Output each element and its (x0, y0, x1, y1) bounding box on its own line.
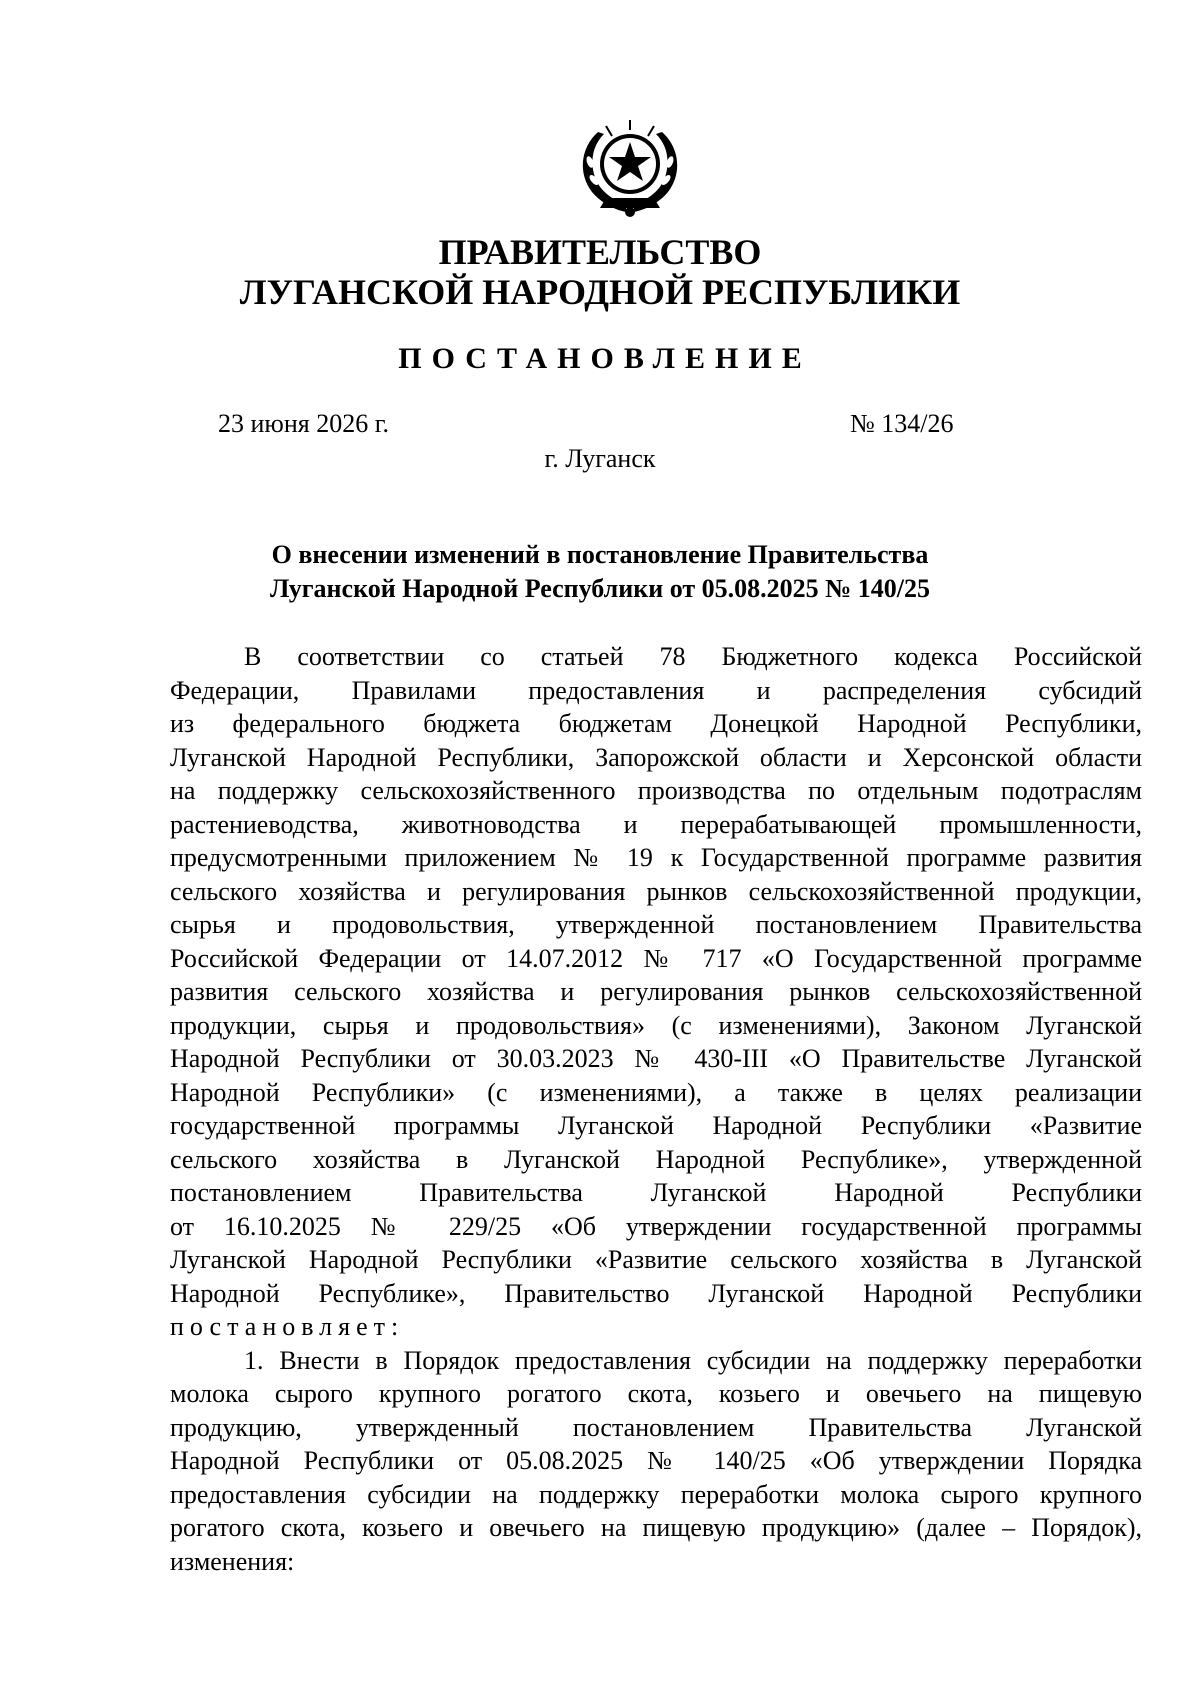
body-line: государственной программы Луганской Народной Республики «Развитие (170, 1111, 1142, 1140)
body-line: сельского хозяйства в Луганской Народной Республике», утвержденной (170, 1144, 1142, 1174)
body-line-postanovlyaet: постановляет: (170, 1312, 405, 1341)
subject-line1: О внесении изменений в постановление Правительства (271, 540, 929, 569)
body-line: продукцию, утвержденный постановлением Правительства Луганской (170, 1412, 1142, 1442)
document-type: ПОСТАНОВЛЕНИЕ (398, 342, 812, 375)
body-line: развития сельского хозяйства и регулирования рынков сельскохозяйственной (170, 977, 1142, 1006)
body-line: из федерального бюджета бюджетам Донецкой Народной Республики, (170, 709, 1142, 738)
body-line: на поддержку сельскохозяйственного производства по отдельным подотраслям (170, 776, 1142, 805)
document-body (170, 640, 1142, 1578)
body-line: Луганской Народной Республики «Развитие сельского хозяйства в Луганской (170, 1245, 1142, 1274)
body-line: растениеводства, животноводства и перерабатывающей промышленности, (170, 809, 1142, 839)
coat-of-arms-icon (568, 112, 692, 220)
body-line: Народной Республики от 30.03.2023 № 430-III «О Правительстве Луганской (170, 1044, 1142, 1073)
body-line: от 16.10.2025 № 229/25 «Об утверждении государственной программы (170, 1211, 1142, 1241)
body-line: молока сырого крупного рогатого скота, козьего и овечьего на пищевую (170, 1379, 1142, 1408)
document-number: № 134/26 (850, 409, 954, 438)
government-title-line1: ПРАВИТЕЛЬСТВО (438, 232, 762, 272)
body-line: предусмотренными приложением № 19 к Государственной программе развития (170, 843, 1142, 872)
document-city: г. Луганск (544, 444, 656, 473)
body-line: Российской Федерации от 14.07.2012 № 717 «О Государственной программе (170, 943, 1142, 973)
body-line: Народной Республики от 05.08.2025 № 140/25 «Об утверждении Порядка (170, 1446, 1142, 1475)
body-line: Народной Республике», Правительство Луганской Народной Республики (170, 1278, 1142, 1308)
body-line: 1. Внести в Порядок предоставления субсидии на поддержку переработки (244, 1345, 1142, 1375)
body-line: В соответствии со статьей 78 Бюджетного кодекса Российской (244, 642, 1142, 671)
body-line: Луганской Народной Республики, Запорожской области и Херсонской области (170, 742, 1142, 772)
body-line: изменения: (170, 1546, 295, 1576)
body-line: сельского хозяйства и регулирования рынков сельскохозяйственной продукции, (170, 876, 1142, 906)
subject-line2: Луганской Народной Республики от 05.08.2025 № 140/25 (270, 574, 930, 603)
body-line: сырья и продовольствия, утвержденной постановлением Правительства (170, 910, 1142, 939)
body-line: предоставления субсидии на поддержку переработки молока сырого крупного (170, 1479, 1142, 1509)
body-line: Народной Республики» (с изменениями), а также в целях реализации (170, 1077, 1142, 1107)
body-line: постановлением Правительства Луганской Народной Республики (170, 1178, 1142, 1207)
body-line: рогатого скота, козьего и овечьего на пищевую продукцию» (далее – Порядок), (170, 1513, 1142, 1542)
body-line: Федерации, Правилами предоставления и распределения субсидий (170, 675, 1142, 705)
body-line: продукции, сырья и продовольствия» (с изменениями), Законом Луганской (170, 1010, 1142, 1040)
government-title-line2: ЛУГАНСКОЙ НАРОДНОЙ РЕСПУБЛИКИ (239, 272, 961, 312)
document-date: 23 июня 2026 г. (218, 409, 389, 438)
document-subject (0, 538, 1200, 606)
